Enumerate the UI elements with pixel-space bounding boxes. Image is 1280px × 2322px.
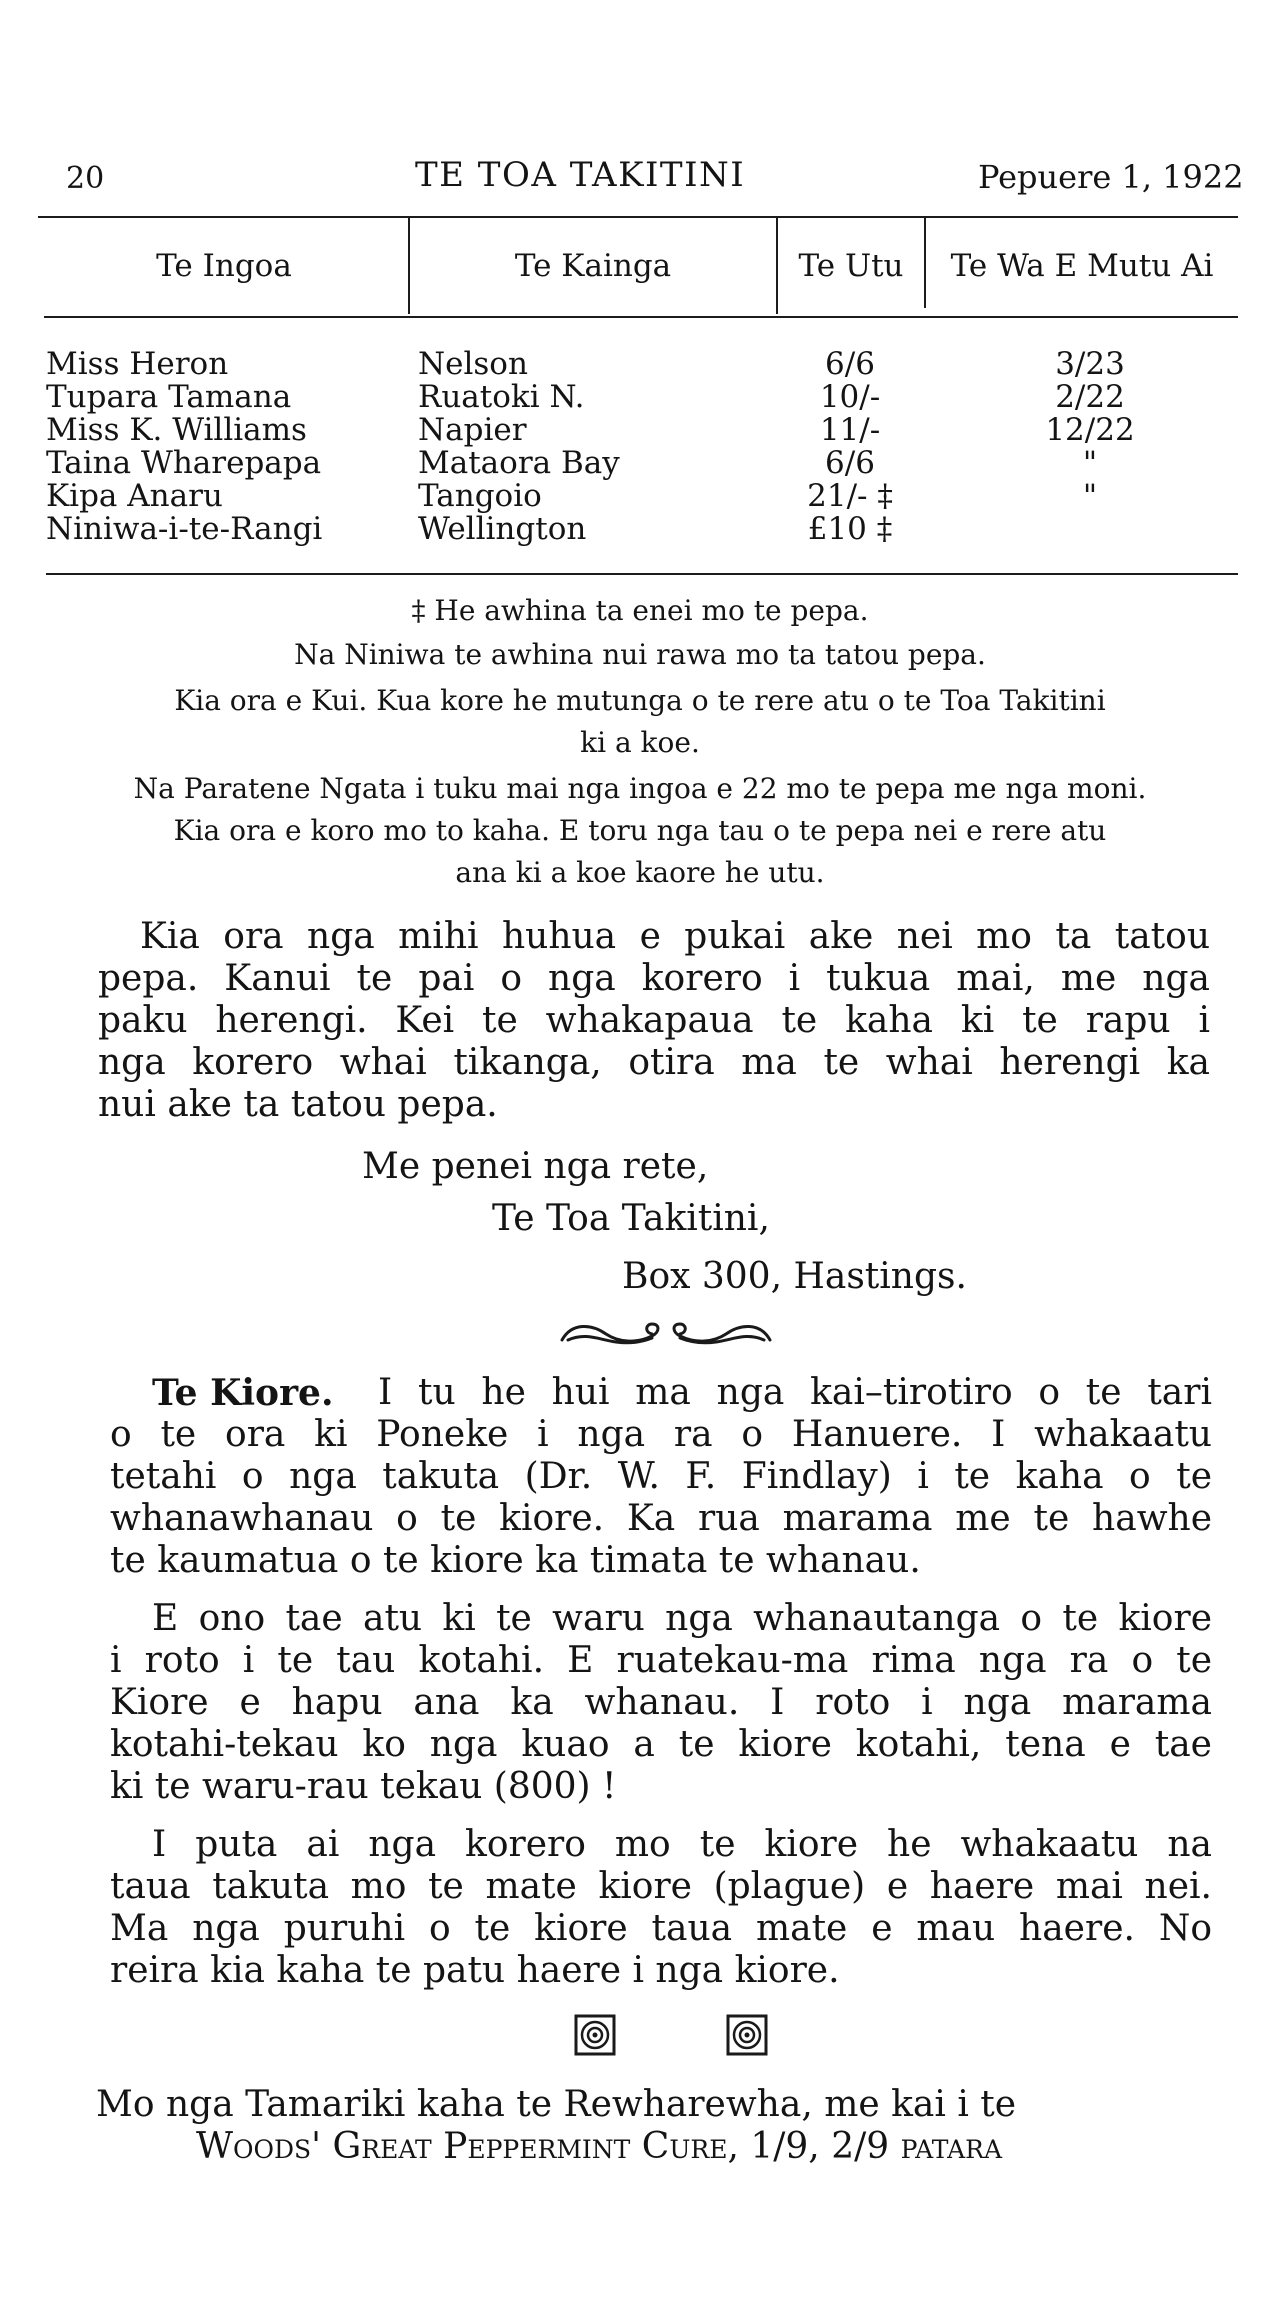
table-cell-payment: 21/- ‡ <box>807 478 893 514</box>
table-cell-payment: 11/- <box>819 412 881 448</box>
note-line: ana ki a koe kaore he utu. <box>455 856 825 889</box>
table-cell-name: Miss K. Williams <box>46 412 307 448</box>
advert-line: Woods' Great Peppermint Cure, 1/9, 2/9 patara <box>196 2126 1003 2167</box>
column-header-name: Te Ingoa <box>156 248 292 284</box>
body-line: Kia ora nga mihi huhua e pukai ake nei mo ta tatou <box>140 916 1210 957</box>
table-cell-expiry: " <box>1082 445 1098 481</box>
square-ornament <box>726 2014 768 2056</box>
body-line: i roto i te tau kotahi. E ruatekau-ma rima nga ra o te <box>110 1640 1212 1681</box>
body-line: E ono tae atu ki te waru nga whanautanga o te kiore <box>152 1598 1212 1639</box>
table-bottom-rule <box>46 573 1238 575</box>
body-line: whanawhanau o te kiore. Ka rua marama me te hawhe <box>110 1498 1212 1539</box>
table-cell-home: Tangoio <box>418 478 542 514</box>
scroll-ornament <box>556 1318 776 1352</box>
table-cell-name: Niniwa-i-te-Rangi <box>46 511 323 547</box>
note-line: ‡ He awhina ta enei mo te pepa. <box>411 594 869 627</box>
body-line: kotahi-tekau ko nga kuao a te kiore kotahi, tena e tae <box>110 1724 1212 1765</box>
table-cell-home: Nelson <box>418 346 528 382</box>
column-header-expiry: Te Wa E Mutu Ai <box>950 248 1214 284</box>
publication-title: TE TOA TAKITINI <box>415 155 746 195</box>
square-ornament <box>574 2014 616 2056</box>
body-line: I puta ai nga korero mo te kiore he whakaatu na <box>152 1824 1212 1865</box>
table-cell-expiry: 12/22 <box>1045 412 1135 448</box>
table-top-rule <box>38 216 1238 218</box>
signoff-line: Me penei nga rete, <box>362 1146 709 1187</box>
note-line: Na Niniwa te awhina nui rawa mo ta tatou pepa. <box>294 638 986 671</box>
note-line: Na Paratene Ngata i tuku mai nga ingoa e 22 mo te pepa me nga moni. <box>133 772 1147 805</box>
table-cell-home: Napier <box>418 412 527 448</box>
table-cell-expiry: " <box>1082 478 1098 514</box>
table-cell-home: Wellington <box>418 511 587 547</box>
body-line: tetahi o nga takuta (Dr. W. F. Findlay) i te kaha o te <box>110 1456 1212 1497</box>
body-line: te kaumatua o te kiore ka timata te whanau. <box>110 1540 921 1581</box>
article-heading: Te Kiore. <box>152 1372 334 1414</box>
table-header-rule <box>44 316 1238 318</box>
note-line: Kia ora e Kui. Kua kore he mutunga o te rere atu o te Toa Takitini <box>174 684 1106 717</box>
column-header-home: Te Kainga <box>514 248 672 284</box>
table-cell-payment: 10/- <box>819 379 881 415</box>
note-line: ki a koe. <box>580 726 700 759</box>
body-line: taua takuta mo te mate kiore (plague) e haere mai nei. <box>110 1866 1212 1907</box>
table-cell-name: Kipa Anaru <box>46 478 223 514</box>
table-cell-payment: £10 ‡ <box>807 511 893 547</box>
table-cell-payment: 6/6 <box>825 346 875 382</box>
body-line: I tu he hui ma nga kai–tirotiro o te tari <box>378 1372 1212 1413</box>
body-line: Kiore e hapu ana ka whanau. I roto i nga marama <box>110 1682 1212 1723</box>
table-cell-name: Miss Heron <box>46 346 229 382</box>
page-number: 20 <box>66 161 105 196</box>
note-line: Kia ora e koro mo to kaha. E toru nga tau o te pepa nei e rere atu <box>173 814 1107 847</box>
signoff-line: Box 300, Hastings. <box>622 1256 967 1297</box>
table-cell-name: Tupara Tamana <box>46 379 292 415</box>
body-line: ki te waru-rau tekau (800) ! <box>110 1766 617 1807</box>
advert-line: Mo nga Tamariki kaha te Rewharewha, me kai i te <box>96 2084 1017 2125</box>
body-line: reira kia kaha te patu haere i nga kiore. <box>110 1950 840 1991</box>
table-cell-home: Ruatoki N. <box>418 379 585 415</box>
body-line: o te ora ki Poneke i nga ra o Hanuere. I whakaatu <box>110 1414 1212 1455</box>
body-line: paku herengi. Kei te whakapaua te kaha ki te rapu i <box>98 1000 1210 1041</box>
signoff-line: Te Toa Takitini, <box>492 1198 770 1239</box>
table-cell-expiry: 2/22 <box>1055 379 1125 415</box>
body-line: pepa. Kanui te pai o nga korero i tukua mai, me nga <box>98 958 1210 999</box>
body-line: nui ake ta tatou pepa. <box>98 1084 498 1125</box>
column-header-payment: Te Utu <box>798 248 904 284</box>
body-line: nga korero whai tikanga, otira ma te whai herengi ka <box>98 1042 1210 1083</box>
table-cell-home: Mataora Bay <box>418 445 620 481</box>
body-line: Ma nga puruhi o te kiore taua mate e mau haere. No <box>110 1908 1212 1949</box>
table-cell-payment: 6/6 <box>825 445 875 481</box>
issue-date: Pepuere 1, 1922 <box>978 158 1244 196</box>
table-cell-name: Taina Wharepapa <box>46 445 322 481</box>
table-cell-expiry: 3/23 <box>1055 346 1125 382</box>
